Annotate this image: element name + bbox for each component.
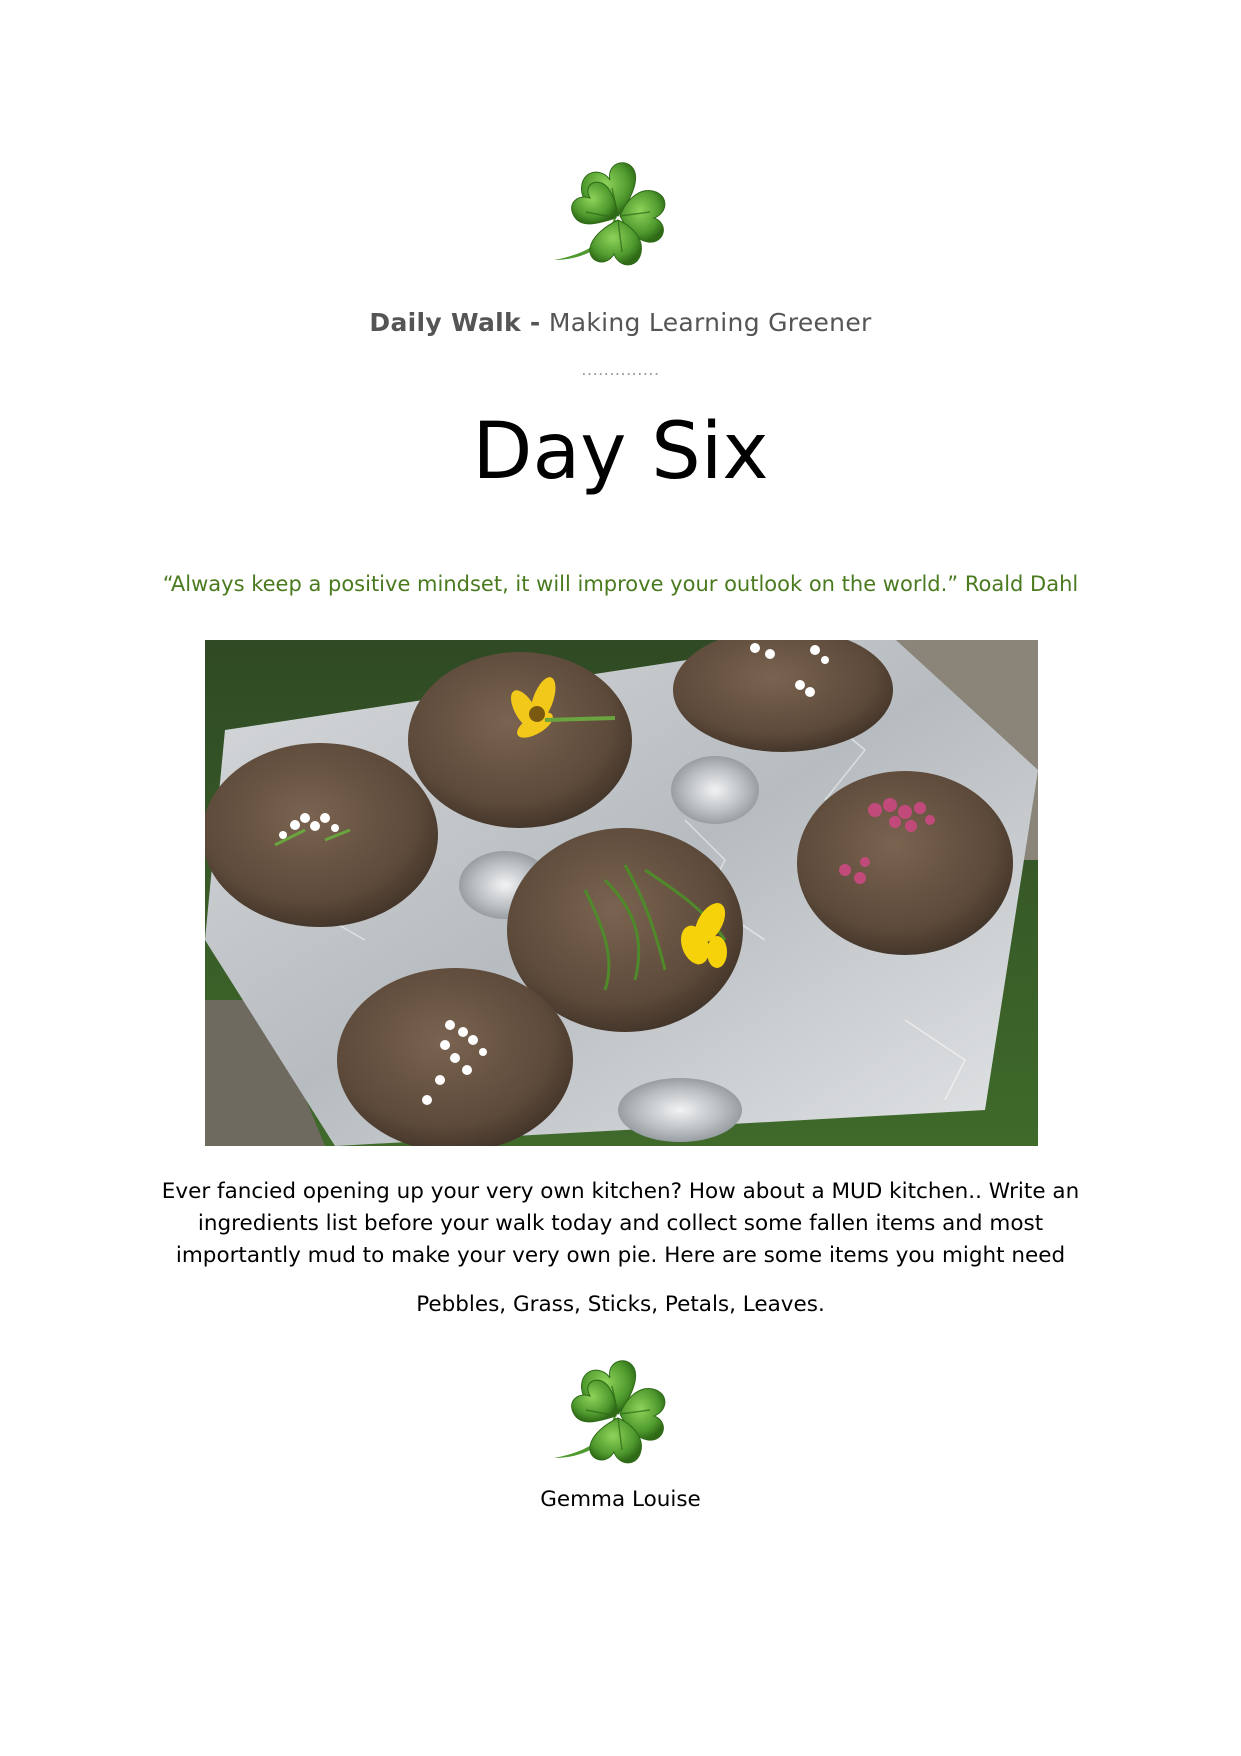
activity-description: Ever fancied opening up your very own kitchen? How about a MUD kitchen.. Write an ingredients list before your walk today and collect some fallen items and most importantly mud to make your very own pie. Here are some items you might need: [161, 1179, 1080, 1268]
four-leaf-clover-icon: [552, 1354, 682, 1474]
quote-text: “Always keep a positive mindset, it will improve your outlook on the world.” Roald Dahl: [162, 572, 1079, 596]
brand-name: Daily Walk -: [369, 308, 541, 337]
page-title: Day Six: [472, 407, 769, 497]
items-list: Pebbles, Grass, Sticks, Petals, Leaves.: [416, 1292, 825, 1317]
brand-subtitle: Making Learning Greener: [548, 308, 872, 337]
author-name: Gemma Louise: [540, 1487, 701, 1512]
mud-pies-in-muffin-tray-photo: [205, 640, 1038, 1146]
four-leaf-clover-icon: [552, 156, 682, 276]
header-tagline: [0, 308, 1241, 337]
header-divider: ..............: [581, 360, 660, 379]
